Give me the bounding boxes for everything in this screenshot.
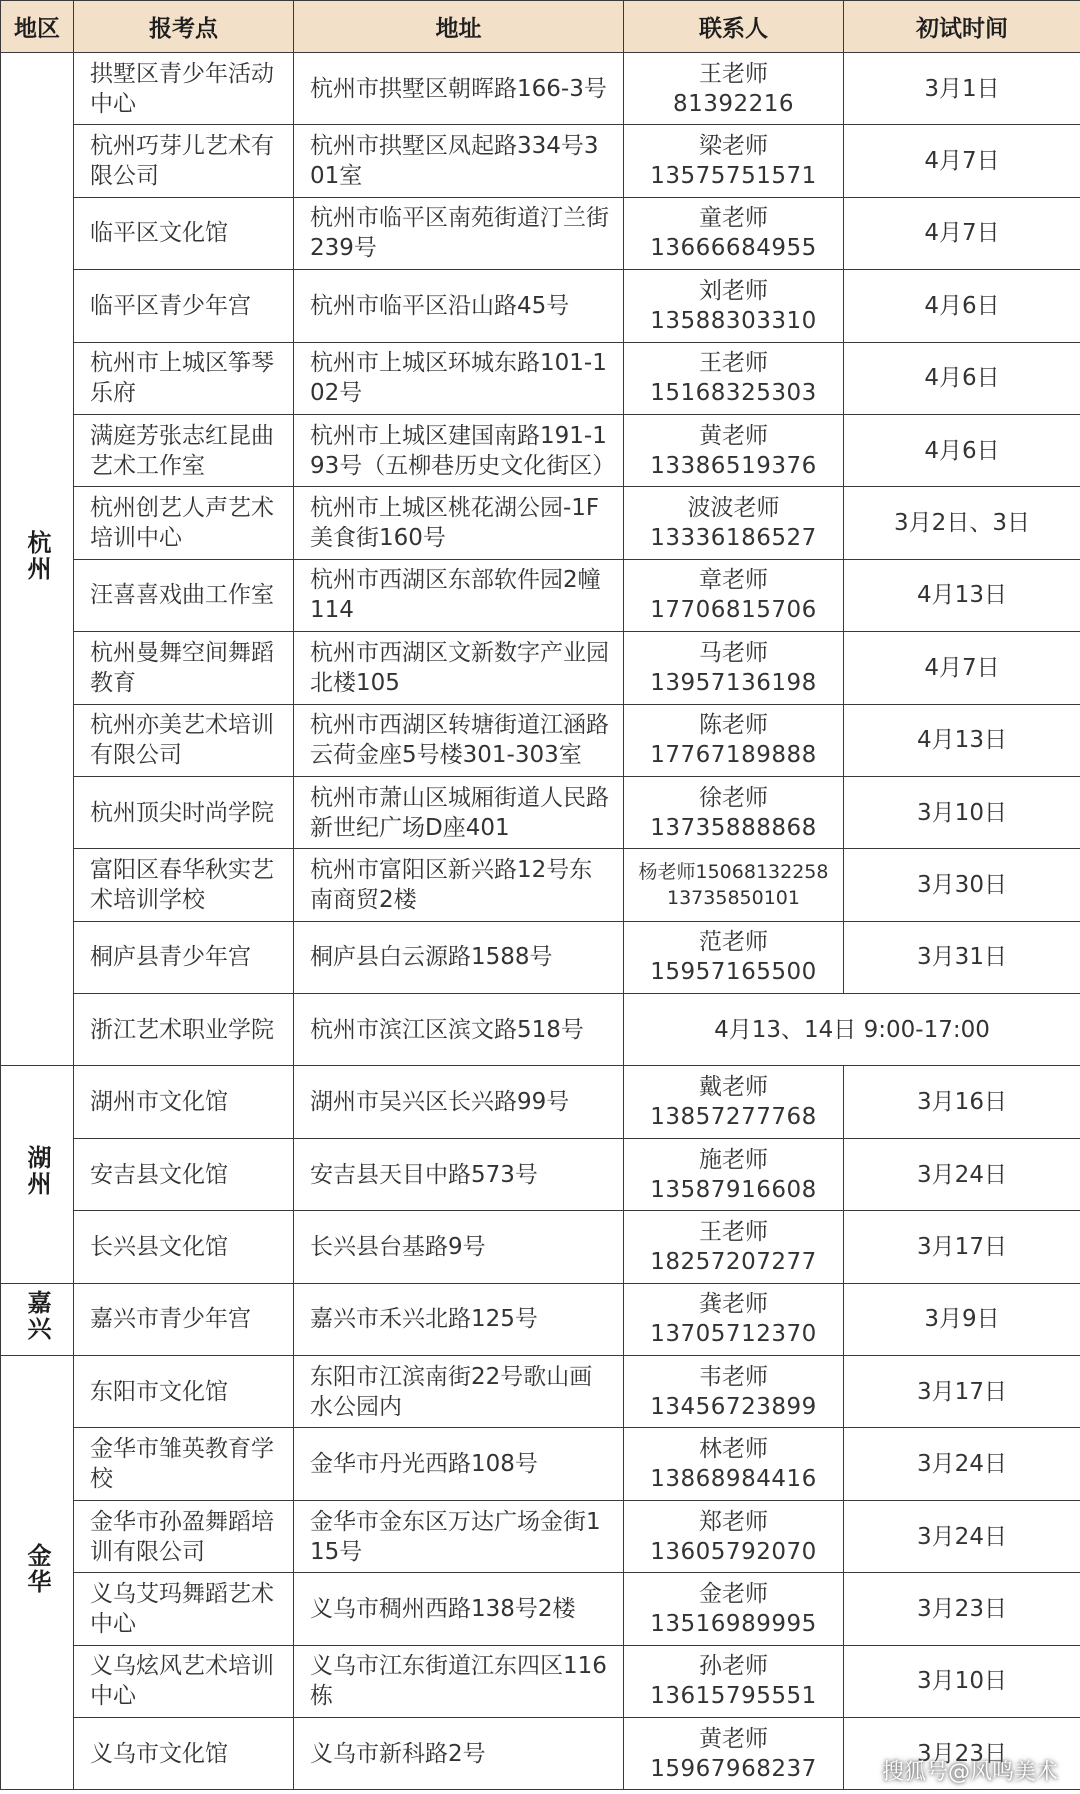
region-label: 嘉兴 <box>23 1289 51 1342</box>
date-cell: 3月24日 <box>844 1500 1080 1572</box>
address-cell <box>294 1066 624 1138</box>
site-name: 杭州巧芽儿艺术有限公司 <box>90 133 274 190</box>
contact-cell <box>624 342 844 414</box>
address-cell <box>294 125 624 197</box>
contact-phone: 15168325303 <box>650 380 817 407</box>
site-name: 临平区文化馆 <box>90 220 228 247</box>
site-cell <box>74 1356 294 1428</box>
address-cell <box>294 559 624 631</box>
site-name: 富阳区春华秋实艺术培训学校 <box>90 856 274 913</box>
address-text: 杭州市上城区桃花湖公园-1F美食街160号 <box>310 495 600 552</box>
contact-cell <box>624 125 844 197</box>
address-text: 杭州市临平区南苑街道汀兰街239号 <box>310 205 609 262</box>
table-row <box>1 1428 1080 1500</box>
watermark: 搜狐号@风鸣美术 <box>881 1760 1058 1785</box>
address-text: 杭州市上城区建国南路191-193号（五柳巷历史文化街区） <box>310 422 616 479</box>
header-address: 地址 <box>294 1 624 53</box>
contact-name: 范老师 <box>699 929 768 956</box>
region-cell <box>1 1283 74 1355</box>
table-row <box>1 1500 1080 1572</box>
table-row <box>1 1356 1080 1428</box>
site-name: 义乌艾玛舞蹈艺术中心 <box>90 1580 274 1637</box>
address-text: 义乌市新科路2号 <box>310 1740 486 1767</box>
contact-cell <box>624 1573 844 1645</box>
table-row <box>1 342 1080 414</box>
site-name: 杭州曼舞空间舞蹈教育 <box>90 639 274 696</box>
site-cell <box>74 994 294 1066</box>
table-row <box>1 632 1080 704</box>
merged-date-cell: 4月13、14日 9:00-17:00 <box>624 994 1080 1066</box>
address-text: 杭州市拱墅区朝晖路166-3号 <box>310 75 607 102</box>
site-cell <box>74 270 294 342</box>
address-text: 金华市丹光西路108号 <box>310 1451 538 1478</box>
date-cell: 3月10日 <box>844 1645 1080 1717</box>
contact-phone: 13588303310 <box>650 307 817 334</box>
address-text: 杭州市西湖区东部软件园2幢114 <box>310 567 601 624</box>
date-cell: 4月7日 <box>844 197 1080 269</box>
site-name: 临平区青少年宫 <box>90 292 251 319</box>
contact-name: 金老师 <box>699 1580 768 1607</box>
address-cell <box>294 1645 624 1717</box>
address-text: 杭州市临平区沿山路45号 <box>310 292 570 319</box>
header-region: 地区 <box>1 1 74 53</box>
contact-cell <box>624 197 844 269</box>
table-row <box>1 125 1080 197</box>
contact-phone: 15967968237 <box>650 1755 817 1782</box>
date-cell: 4月13日 <box>844 559 1080 631</box>
site-name: 桐庐县青少年宫 <box>90 944 251 971</box>
address-text: 杭州市上城区环城东路101-102号 <box>310 350 607 407</box>
site-name: 东阳市文化馆 <box>90 1378 228 1405</box>
site-cell <box>74 1500 294 1572</box>
site-name: 安吉县文化馆 <box>90 1161 228 1188</box>
site-name: 杭州亦美艺术培训有限公司 <box>90 712 274 769</box>
contact-name: 郑老师 <box>699 1508 768 1535</box>
contact-phone: 13386519376 <box>650 452 817 479</box>
address-cell <box>294 53 624 125</box>
contact-phone: 13516989995 <box>650 1610 817 1637</box>
address-cell <box>294 1573 624 1645</box>
contact-phone: 13666684955 <box>650 235 817 262</box>
header-site: 报考点 <box>74 1 294 53</box>
table-header-row <box>1 1 1080 53</box>
contact-name: 马老师 <box>699 639 768 666</box>
site-cell <box>74 849 294 921</box>
contact-name: 王老师 <box>699 350 768 377</box>
contact-cell <box>624 921 844 993</box>
contact-phone: 13735888868 <box>650 814 817 841</box>
date-cell: 4月6日 <box>844 270 1080 342</box>
site-name: 满庭芳张志红昆曲艺术工作室 <box>90 422 274 479</box>
site-name: 义乌市文化馆 <box>90 1740 228 1767</box>
address-cell <box>294 1717 624 1789</box>
address-cell <box>294 1356 624 1428</box>
contact-phone: 18257207277 <box>650 1248 817 1275</box>
contact-cell <box>624 632 844 704</box>
address-cell <box>294 1428 624 1500</box>
address-cell <box>294 1500 624 1572</box>
table-row <box>1 849 1080 921</box>
site-cell <box>74 487 294 559</box>
region-cell <box>1 53 74 1066</box>
table-row <box>1 994 1080 1066</box>
table-row <box>1 53 1080 125</box>
site-cell <box>74 414 294 486</box>
address-text: 义乌市江东街道江东四区116栋 <box>310 1653 607 1710</box>
contact-cell <box>624 1717 844 1789</box>
table-row <box>1 270 1080 342</box>
date-cell: 3月30日 <box>844 849 1080 921</box>
table-row <box>1 1066 1080 1138</box>
address-cell <box>294 1283 624 1355</box>
address-cell <box>294 704 624 776</box>
contact-name: 章老师 <box>699 567 768 594</box>
contact-cell <box>624 849 844 921</box>
table-row <box>1 776 1080 848</box>
site-cell <box>74 1066 294 1138</box>
address-text: 杭州市西湖区文新数字产业园北楼105 <box>310 639 609 696</box>
contact-cell <box>624 1283 844 1355</box>
date-cell: 3月10日 <box>844 776 1080 848</box>
site-cell <box>74 632 294 704</box>
date-cell: 3月9日 <box>844 1283 1080 1355</box>
table-row <box>1 921 1080 993</box>
contact-cell <box>624 1645 844 1717</box>
contact-phone: 13868984416 <box>650 1466 817 1493</box>
region-label: 湖州 <box>23 1145 51 1198</box>
contact-name: 梁老师 <box>699 133 768 160</box>
contact-name: 韦老师 <box>699 1363 768 1390</box>
contact-phone: 15957165500 <box>650 959 817 986</box>
contact-cell <box>624 1356 844 1428</box>
site-cell <box>74 1645 294 1717</box>
site-name: 浙江艺术职业学院 <box>90 1016 274 1043</box>
address-cell <box>294 1138 624 1210</box>
date-cell: 4月7日 <box>844 125 1080 197</box>
table-row <box>1 1645 1080 1717</box>
site-cell <box>74 197 294 269</box>
contact-phone: 81392216 <box>672 90 795 117</box>
contact-name: 戴老师 <box>699 1074 768 1101</box>
header-date: 初试时间 <box>844 1 1080 53</box>
address-cell <box>294 776 624 848</box>
site-cell <box>74 776 294 848</box>
contact-phone: 13587916608 <box>650 1176 817 1203</box>
contact-cell <box>624 487 844 559</box>
contact-phone: 13705712370 <box>650 1321 817 1348</box>
site-cell <box>74 704 294 776</box>
address-cell <box>294 994 624 1066</box>
date-cell: 4月6日 <box>844 342 1080 414</box>
site-name: 杭州顶尖时尚学院 <box>90 799 274 826</box>
table-row <box>1 197 1080 269</box>
contact-cell <box>624 1211 844 1283</box>
contact-phone: 13857277768 <box>650 1104 817 1131</box>
site-name: 金华市雏英教育学校 <box>90 1436 274 1493</box>
contact-phone: 13615795551 <box>650 1683 817 1710</box>
contact-phone: 13735850101 <box>667 886 800 909</box>
table-row <box>1 704 1080 776</box>
table-row <box>1 559 1080 631</box>
address-text: 长兴县台基路9号 <box>310 1233 486 1260</box>
address-cell <box>294 849 624 921</box>
region-label: 杭州 <box>23 529 51 582</box>
contact-cell <box>624 1066 844 1138</box>
address-text: 义乌市稠州西路138号2楼 <box>310 1595 576 1622</box>
contact-cell <box>624 414 844 486</box>
contact-cell <box>624 776 844 848</box>
contact-name: 黄老师 <box>699 422 768 449</box>
date-cell: 4月7日 <box>844 632 1080 704</box>
address-cell <box>294 632 624 704</box>
address-text: 杭州市萧山区城厢街道人民路新世纪广场D座401 <box>310 784 609 841</box>
contact-cell <box>624 1500 844 1572</box>
contact-cell <box>624 53 844 125</box>
site-name: 拱墅区青少年活动中心 <box>90 60 274 117</box>
contact-cell <box>624 559 844 631</box>
table-row <box>1 1283 1080 1355</box>
address-cell <box>294 921 624 993</box>
address-cell <box>294 342 624 414</box>
contact-phone: 13336186527 <box>650 525 817 552</box>
contact-name: 刘老师 <box>699 277 768 304</box>
address-text: 杭州市滨江区滨文路518号 <box>310 1016 584 1043</box>
contact-phone: 17706815706 <box>650 597 817 624</box>
site-name: 杭州创艺人声艺术培训中心 <box>90 495 274 552</box>
site-cell <box>74 1717 294 1789</box>
contact-name: 波波老师 <box>687 495 780 522</box>
address-text: 杭州市富阳区新兴路12号东南商贸2楼 <box>310 856 593 913</box>
region-cell <box>1 1066 74 1283</box>
date-cell: 3月23日 <box>844 1573 1080 1645</box>
site-cell <box>74 53 294 125</box>
contact-cell <box>624 1138 844 1210</box>
contact-name: 黄老师 <box>699 1725 768 1752</box>
header-contact: 联系人 <box>624 1 844 53</box>
date-cell: 3月1日 <box>844 53 1080 125</box>
site-name: 嘉兴市青少年宫 <box>90 1306 251 1333</box>
region-label: 金华 <box>23 1543 51 1596</box>
site-cell <box>74 1573 294 1645</box>
address-cell <box>294 414 624 486</box>
date-cell: 3月17日 <box>844 1211 1080 1283</box>
address-text: 嘉兴市禾兴北路125号 <box>310 1306 538 1333</box>
address-cell <box>294 270 624 342</box>
contact-name: 王老师 <box>699 1218 768 1245</box>
site-cell <box>74 559 294 631</box>
contact-phone: 13957136198 <box>650 669 817 696</box>
address-cell <box>294 197 624 269</box>
date-cell: 3月24日 <box>844 1428 1080 1500</box>
contact-cell <box>624 1428 844 1500</box>
table-row <box>1 1211 1080 1283</box>
contact-name: 林老师 <box>699 1436 768 1463</box>
contact-cell <box>624 270 844 342</box>
table-row <box>1 414 1080 486</box>
site-name: 湖州市文化馆 <box>90 1089 228 1116</box>
address-text: 金华市金东区万达广场金街115号 <box>310 1508 601 1565</box>
contact-name: 龚老师 <box>699 1291 768 1318</box>
contact-phone: 13605792070 <box>650 1538 817 1565</box>
date-cell: 4月6日 <box>844 414 1080 486</box>
contact-name: 童老师 <box>699 205 768 232</box>
address-text: 湖州市吴兴区长兴路99号 <box>310 1089 570 1116</box>
date-cell: 3月17日 <box>844 1356 1080 1428</box>
site-cell <box>74 1428 294 1500</box>
contact-name: 施老师 <box>699 1146 768 1173</box>
site-cell <box>74 125 294 197</box>
contact-name: 陈老师 <box>699 712 768 739</box>
contact-phone: 17767189888 <box>650 742 817 769</box>
site-name: 长兴县文化馆 <box>90 1233 228 1260</box>
contact-name: 孙老师 <box>699 1653 768 1680</box>
site-cell <box>74 342 294 414</box>
address-text: 杭州市拱墅区凤起路334号301室 <box>310 133 599 190</box>
date-cell: 3月16日 <box>844 1066 1080 1138</box>
contact-name: 王老师 <box>699 60 768 87</box>
table-row <box>1 1138 1080 1210</box>
address-cell <box>294 487 624 559</box>
address-text: 桐庐县白云源路1588号 <box>310 944 553 971</box>
table-row <box>1 487 1080 559</box>
date-cell: 4月13日 <box>844 704 1080 776</box>
contact-name: 杨老师15068132258 <box>638 860 829 883</box>
site-name: 金华市孙盈舞蹈培训有限公司 <box>90 1508 274 1565</box>
table-row <box>1 1573 1080 1645</box>
site-name: 义乌炫风艺术培训中心 <box>90 1653 274 1710</box>
site-cell <box>74 921 294 993</box>
site-name: 汪喜喜戏曲工作室 <box>90 582 274 609</box>
site-name: 杭州市上城区筝琴乐府 <box>90 350 274 407</box>
region-cell <box>1 1356 74 1790</box>
address-text: 杭州市西湖区转塘街道江涵路云荷金座5号楼301-303室 <box>310 712 609 769</box>
contact-phone: 13575751571 <box>650 163 817 190</box>
site-cell <box>74 1138 294 1210</box>
site-cell <box>74 1211 294 1283</box>
address-cell <box>294 1211 624 1283</box>
contact-name: 徐老师 <box>699 784 768 811</box>
contact-cell <box>624 704 844 776</box>
date-cell: 3月31日 <box>844 921 1080 993</box>
date-cell: 3月24日 <box>844 1138 1080 1210</box>
address-text: 东阳市江滨南街22号歌山画水公园内 <box>310 1363 593 1420</box>
date-cell: 3月23日 <box>844 1717 1080 1789</box>
table-body <box>1 53 1080 1790</box>
site-cell <box>74 1283 294 1355</box>
contact-phone: 13456723899 <box>650 1393 817 1420</box>
address-text: 安吉县天目中路573号 <box>310 1161 538 1188</box>
date-cell: 3月2日、3日 <box>844 487 1080 559</box>
